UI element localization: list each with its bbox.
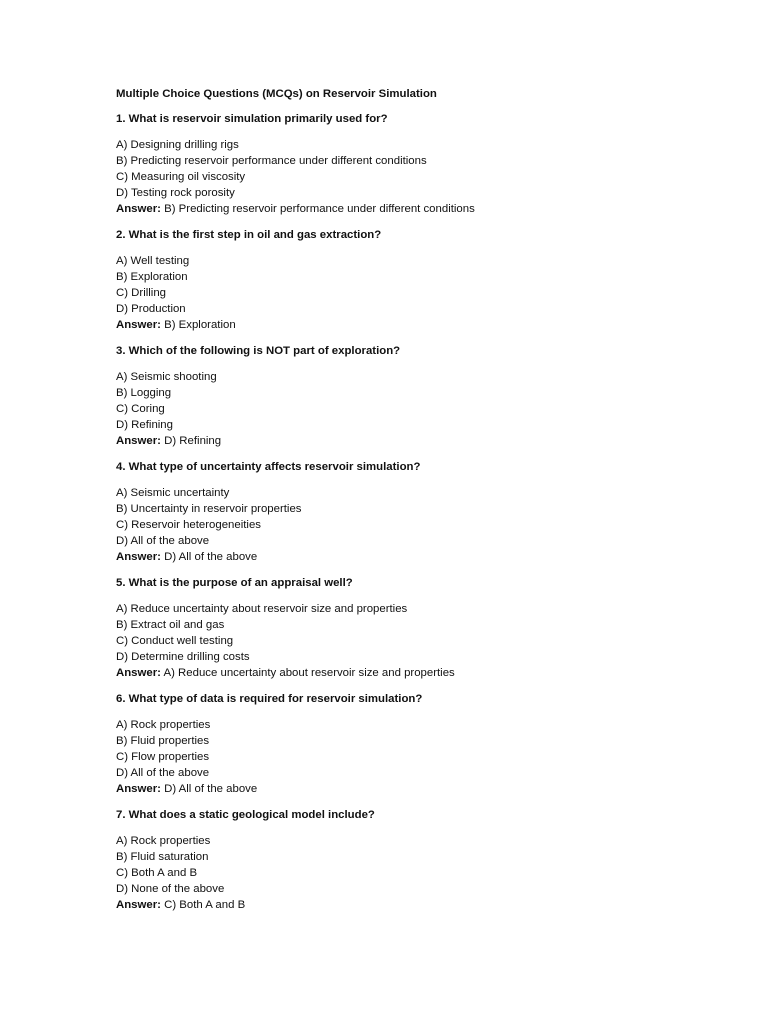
answer-line (116, 897, 736, 913)
answer-line (116, 317, 736, 333)
answer-value: D) All of the above (164, 783, 258, 795)
answer-option: C) Conduct well testing (116, 635, 234, 647)
answer-option: B) Predicting reservoir performance under different conditions (116, 155, 427, 167)
answer-option: C) Reservoir heterogeneities (116, 519, 261, 531)
question-block (116, 691, 736, 797)
answer-option: D) Testing rock porosity (116, 187, 235, 199)
answer-option: B) Fluid properties (116, 735, 210, 747)
answer-option: C) Drilling (116, 287, 166, 299)
question-text: 2. What is the first step in oil and gas extraction? (116, 229, 382, 241)
answer-label: Answer: (116, 435, 161, 447)
answer-option: D) None of the above (116, 883, 225, 895)
document-page (116, 86, 736, 923)
question-text: 5. What is the purpose of an appraisal well? (116, 577, 353, 589)
answer-line (116, 433, 736, 449)
answer-option: D) Refining (116, 419, 173, 431)
answer-option: B) Extract oil and gas (116, 619, 225, 631)
answer-line (116, 201, 736, 217)
answer-line (116, 665, 736, 681)
answer-line (116, 549, 736, 565)
answer-label: Answer: (116, 319, 161, 331)
answer-option: D) Determine drilling costs (116, 651, 250, 663)
answer-label: Answer: (116, 667, 161, 679)
question-block (116, 227, 736, 333)
answer-label: Answer: (116, 551, 161, 563)
question-text: 3. Which of the following is NOT part of exploration? (116, 345, 401, 357)
question-block (116, 459, 736, 565)
answer-value: D) All of the above (164, 551, 258, 563)
answer-label: Answer: (116, 203, 161, 215)
answer-option: D) Production (116, 303, 186, 315)
answer-option: C) Flow properties (116, 751, 210, 763)
answer-value: D) Refining (164, 435, 222, 447)
answer-value: B) Exploration (164, 319, 236, 331)
answer-option: A) Designing drilling rigs (116, 139, 239, 151)
answer-option: A) Seismic uncertainty (116, 487, 230, 499)
question-text: 1. What is reservoir simulation primarily used for? (116, 113, 388, 125)
answer-label: Answer: (116, 783, 161, 795)
answer-option: B) Fluid saturation (116, 851, 209, 863)
answer-option: A) Reduce uncertainty about reservoir size and properties (116, 603, 408, 615)
answer-option: A) Rock properties (116, 719, 211, 731)
answer-option: A) Rock properties (116, 835, 211, 847)
question-block (116, 111, 736, 217)
answer-option: A) Seismic shooting (116, 371, 217, 383)
answer-option: B) Uncertainty in reservoir properties (116, 503, 302, 515)
answer-option: D) All of the above (116, 535, 210, 547)
question-block (116, 807, 736, 913)
answer-value: B) Predicting reservoir performance under different conditions (164, 203, 475, 215)
question-block (116, 575, 736, 681)
answer-option: C) Measuring oil viscosity (116, 171, 246, 183)
question-text: 4. What type of uncertainty affects reservoir simulation? (116, 461, 421, 473)
question-text: 7. What does a static geological model include? (116, 809, 375, 821)
answer-label: Answer: (116, 899, 161, 911)
document-title: Multiple Choice Questions (MCQs) on Reservoir Simulation (116, 88, 437, 100)
answer-option: A) Well testing (116, 255, 190, 267)
question-block (116, 343, 736, 449)
answer-option: B) Logging (116, 387, 172, 399)
answer-option: B) Exploration (116, 271, 188, 283)
answer-option: D) All of the above (116, 767, 210, 779)
answer-value: A) Reduce uncertainty about reservoir size and properties (163, 667, 455, 679)
question-text: 6. What type of data is required for reservoir simulation? (116, 693, 423, 705)
answer-value: C) Both A and B (164, 899, 246, 911)
answer-line (116, 781, 736, 797)
answer-option: C) Coring (116, 403, 165, 415)
question-list (116, 111, 736, 913)
answer-option: C) Both A and B (116, 867, 198, 879)
